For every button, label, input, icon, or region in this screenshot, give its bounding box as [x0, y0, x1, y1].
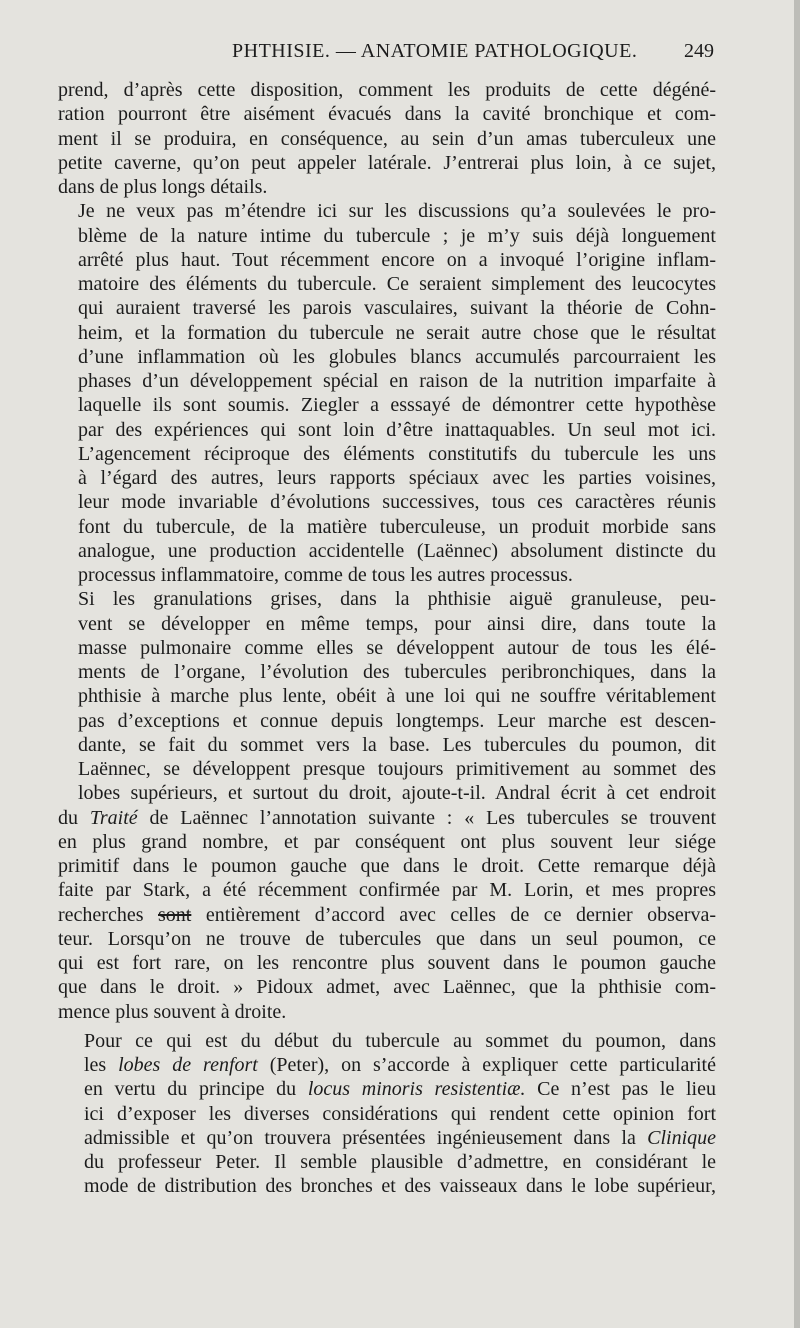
text-line: du Traité de Laënnec l’annotation suivante : « Les tubercules se trouvent [58, 806, 717, 829]
text-line: qui auraient traversé les parois vasculaires, suivant la théorie de Cohn- [78, 297, 716, 320]
text-line: faite par Stark, a été récemment confirmée par M. Lorin, et mes propres [58, 879, 716, 902]
page-number: 249 [684, 40, 714, 62]
text-line: analogue, une production accidentelle (Laënnec) absolument distincte du [78, 539, 716, 562]
text-line: recherches sont entièrement d’accord avec celles de ce dernier observa- [58, 903, 716, 926]
paragraph [58, 806, 716, 1024]
paragraph [58, 199, 716, 587]
struck-word: sont [158, 903, 192, 926]
text-line: ment il se produira, en conséquence, au sein d’un amas tuberculeux une [58, 127, 716, 150]
page-edge [794, 0, 800, 1328]
paragraph [58, 1029, 716, 1199]
text-line: masse pulmonaire comme elles se développent autour de tous les élé- [78, 636, 716, 659]
emphasis: Clinique [647, 1126, 716, 1149]
text-line: vent se développer en même temps, pour ainsi dire, dans toute la [78, 612, 716, 635]
text-line: primitif dans le poumon gauche que dans le droit. Cette remarque déjà [58, 855, 716, 877]
text-line: les lobes de renfort (Peter), on s’accorde à expliquer cette particularité [84, 1054, 716, 1076]
text-line: matoire des éléments du tubercule. Ce seraient simplement des leucocytes [78, 273, 716, 295]
text-line: petite caverne, qu’on peut appeler latérale. J’entrerai plus loin, à ce sujet, [58, 151, 716, 174]
text-line: ments de l’organe, l’évolution des tubercules peribronchiques, dans la [78, 661, 716, 683]
text-line: L’agencement réciproque des éléments constitutifs du tubercule les uns [78, 442, 716, 465]
text-line: admissible et qu’on trouvera présentées ingénieusement dans la Clinique [84, 1126, 716, 1149]
paragraph [58, 587, 716, 805]
text-line: font du tubercule, de la matière tuberculeuse, un produit morbide sans [78, 515, 716, 538]
text-line: du professeur Peter. Il semble plausible d’admettre, en considérant le [84, 1151, 716, 1173]
text-line: dans de plus longs détails. [58, 176, 268, 198]
text-line: blème de la nature intime du tubercule ; je m’y suis déjà longuement [78, 224, 716, 247]
text-line: Pour ce qui est du début du tubercule au sommet du poumon, dans [84, 1029, 716, 1052]
text-line: en plus grand nombre, et par conséquent ont plus souvent leur siége [58, 830, 716, 853]
running-title: PHTHISIE. — ANATOMIE PATHOLOGIQUE. [232, 40, 638, 62]
text-line: phases d’un développement spécial en raison de la nutrition imparfaite à [78, 370, 716, 392]
emphasis: lobes de renfort [118, 1054, 258, 1076]
text-line: Si les granulations grises, dans la phthisie aiguë granuleuse, peu- [78, 588, 716, 611]
text-line: pas d’exceptions et connue depuis longtemps. Leur marche est descen- [78, 709, 716, 732]
text-line: heim, et la formation du tubercule ne serait autre chose que le résultat [78, 321, 716, 344]
text-line: laquelle ils sont soumis. Ziegler a esssayé de démontrer cette hypothèse [78, 394, 716, 417]
text-line: leur mode invariable d’évolutions successives, tous ces caractères réunis [78, 491, 716, 514]
emphasis: locus minoris resistentiæ. [307, 1078, 526, 1101]
text-line: dante, se fait du sommet vers la base. Les tubercules du poumon, dit [78, 733, 716, 756]
text-line: ration pourront être aisément évacués dans la cavité bronchique et com- [58, 103, 716, 126]
text-line: mode de distribution des bronches et des vaisseaux dans le lobe supérieur, [84, 1175, 716, 1198]
text-line: à l’égard des autres, leurs rapports spéciaux avec les parties voisines, [78, 467, 716, 489]
text-line: d’une inflammation où les globules blancs accumulés parcourraient les [78, 345, 716, 368]
body-text [58, 78, 716, 1199]
text-line: processus inflammatoire, comme de tous les autres processus. [78, 564, 573, 586]
text-line: en vertu du principe du locus minoris resistentiæ. Ce n’est pas le lieu [84, 1078, 716, 1101]
text-line: que dans le droit. » Pidoux admet, avec Laënnec, que la phthisie com- [58, 976, 716, 999]
text-line: lobes supérieurs, et surtout du droit, ajoute-t-il. Andral écrit à cet endroit [78, 782, 716, 805]
text-line: Je ne veux pas m’étendre ici sur les discussions qu’a soulevées le pro- [78, 200, 716, 223]
text-line: phthisie à marche plus lente, obéit à une loi qui ne souffre véritablement [78, 685, 716, 708]
text-line: par des expériences qui sont loin d’être inattaquables. Un seul mot ici. [78, 418, 716, 441]
text-line: ici d’exposer les diverses considérations qui rendent cette opinion fort [84, 1102, 716, 1125]
emphasis: Traité [89, 806, 138, 829]
text-line: mence plus souvent à droite. [58, 1000, 287, 1023]
text-line: teur. Lorsqu’on ne trouve de tubercules que dans un seul poumon, ce [58, 927, 716, 950]
text-line: prend, d’après cette disposition, comment les produits de cette dégéné- [58, 79, 716, 101]
text-line: Laënnec, se développent presque toujours primitivement au sommet des [78, 758, 716, 780]
page-header [62, 40, 714, 68]
paragraph [58, 78, 716, 199]
text-line: arrêté plus haut. Tout récemment encore on a invoqué l’origine inflam- [78, 248, 716, 271]
text-line: qui est fort rare, on les rencontre plus souvent dans le poumon gauche [58, 952, 716, 974]
